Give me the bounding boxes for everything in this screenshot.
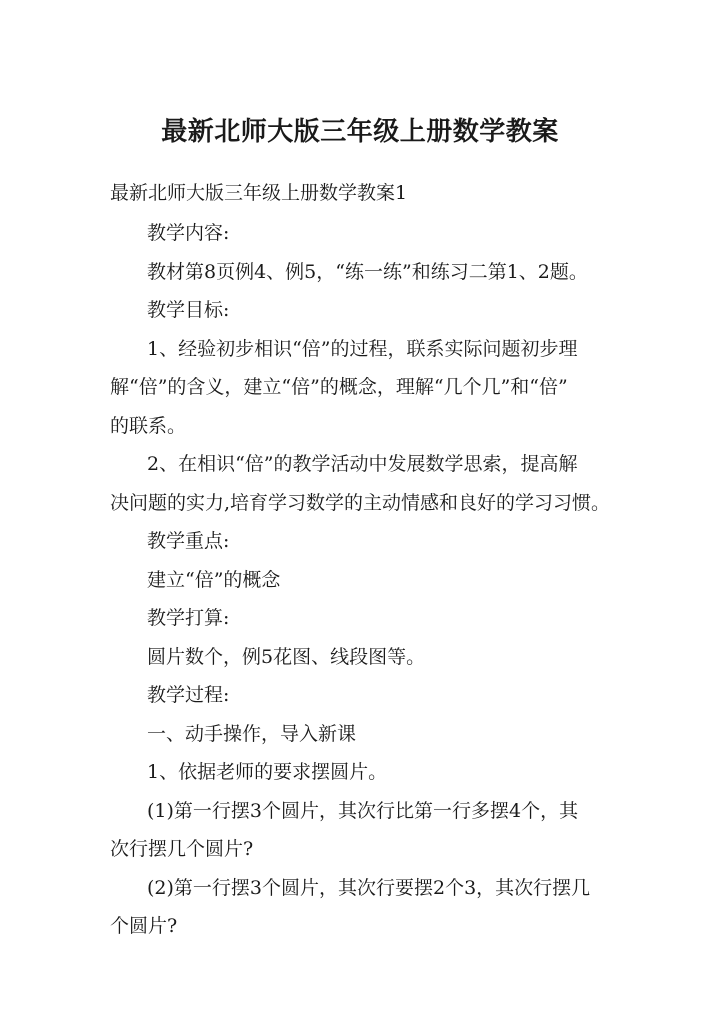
paragraph-line: 1、依据老师的要求摆圆片。 <box>147 761 388 783</box>
section-heading-content: 教学内容: <box>147 222 230 244</box>
document-subtitle: 最新北师大版三年级上册数学教案1 <box>110 182 408 204</box>
paragraph-line: (1)第一行摆3个圆片，其次行比第一行多摆4个，其 <box>147 800 579 822</box>
document-title: 最新北师大版三年级上册数学教案 <box>161 117 559 147</box>
section-heading-key-points: 教学重点: <box>147 530 230 552</box>
paragraph-line: 一、动手操作，导入新课 <box>147 723 357 745</box>
section-heading-goals: 教学目标: <box>147 299 230 321</box>
paragraph-line: 教材第8页例4、例5，“练一练”和练习二第1、2题。 <box>147 261 588 283</box>
paragraph-line: 的联系。 <box>110 415 187 437</box>
paragraph-line: 建立“倍”的概念 <box>147 569 281 591</box>
paragraph-line: 解“倍”的含义，建立“倍”的概念，理解“几个几”和“倍” <box>110 376 568 398</box>
paragraph-line: 个圆片? <box>110 915 178 937</box>
paragraph-line: 2、在相识“倍”的教学活动中发展数学思索，提高解 <box>147 453 578 475</box>
section-heading-process: 教学过程: <box>147 684 230 706</box>
section-heading-preparation: 教学打算: <box>147 607 230 629</box>
paragraph-line: 次行摆几个圆片? <box>110 838 254 860</box>
paragraph-line: 决问题的实力,培育学习数学的主动情感和良好的学习习惯。 <box>110 492 611 514</box>
paragraph-line: (2)第一行摆3个圆片，其次行要摆2个3，其次行摆几 <box>147 877 591 899</box>
paragraph-line: 1、经验初步相识“倍”的过程，联系实际问题初步理 <box>147 338 578 360</box>
paragraph-line: 圆片数个，例5花图、线段图等。 <box>147 646 426 668</box>
